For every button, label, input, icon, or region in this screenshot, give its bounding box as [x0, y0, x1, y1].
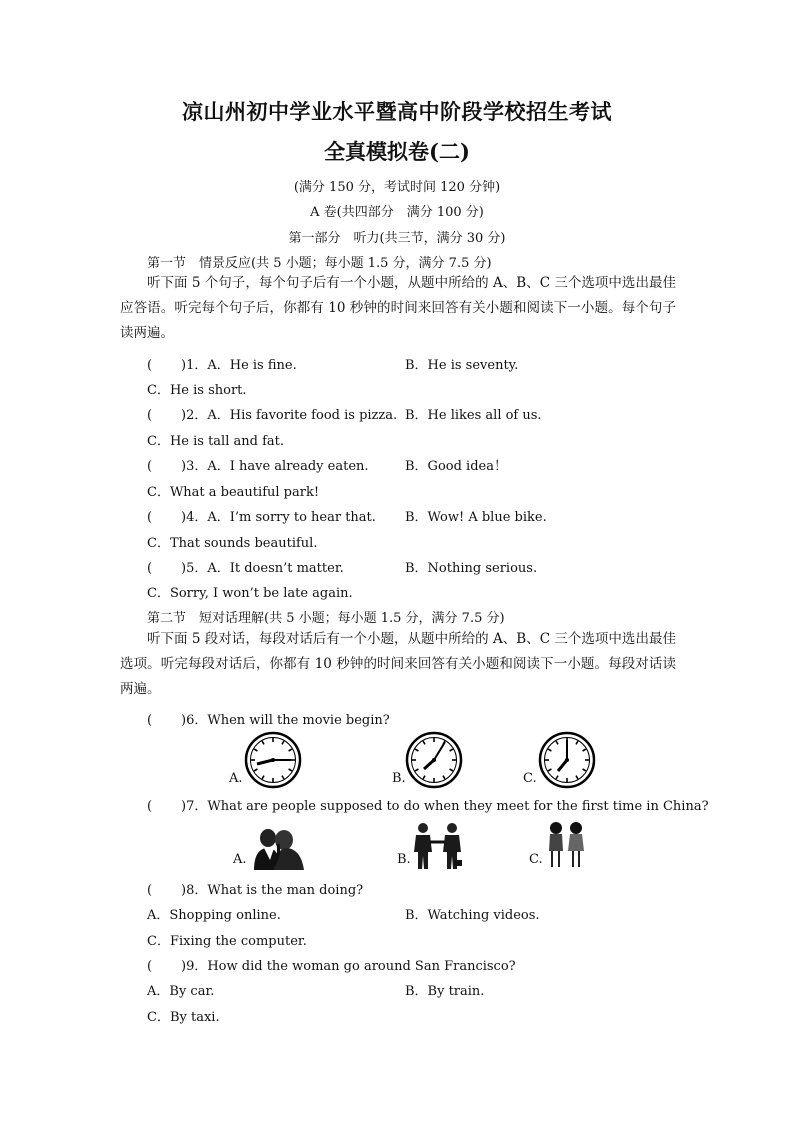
question-8-option-a: A．Shopping online.: [147, 908, 281, 923]
question-1-option-c: C．He is short.: [147, 383, 247, 398]
question-8-option-c: C．Fixing the computer.: [147, 934, 307, 949]
question-9-option-a: A．By car.: [147, 984, 215, 999]
q7-label-b: B.: [397, 852, 411, 867]
question-9-option-c: C．By taxi.: [147, 1010, 220, 1025]
q7-label-a: A.: [233, 852, 247, 867]
question-6: ( )6．When will the movie begin?: [147, 713, 390, 728]
q6-label-b: B.: [392, 771, 406, 786]
kissing-couple-image: [248, 826, 306, 870]
part-heading: 第一部分 听力(共三节，满分 30 分): [288, 231, 506, 246]
exam-info: (满分 150 分，考试时间 120 分钟): [293, 180, 501, 195]
question-5: ( )5．A．It doesn’t matter.: [147, 561, 344, 576]
exam-title: 凉山州初中学业水平暨高中阶段学校招生考试: [182, 99, 612, 124]
section2-instructions: 听下面 5 段对话，每段对话后有一个小题，从题中所给的 A、B、C 三个选项中选出最佳选项。听完每段对话后，你都有 10 秒钟的时间来回答有关小题和阅读下一小题。每段对话读两遍。: [120, 631, 676, 697]
section1-instructions: 听下面 5 个句子，每个句子后有一个小题，从题中所给的 A、B、C 三个选项中选出最佳应答语。听完每个句子后，你都有 10 秒钟的时间来回答有关小题和阅读下一小题。每个句子读两遍。: [120, 275, 676, 341]
question-5-option-c: C．Sorry, I won’t be late again.: [147, 586, 353, 601]
question-8: ( )8．What is the man doing?: [147, 883, 364, 898]
clock-icon-a: [244, 731, 302, 789]
section2-heading: 第二节 短对话理解(共 5 小题；每小题 1.5 分，满分 7.5 分): [147, 611, 505, 626]
question-8-option-b: B．Watching videos.: [405, 908, 540, 923]
clock-icon-c: [538, 731, 596, 789]
question-4-option-c: C．That sounds beautiful.: [147, 536, 318, 551]
question-4-option-b: B．Wow! A blue bike.: [405, 510, 547, 525]
question-2: ( )2．A．His favorite food is pizza.: [147, 408, 398, 423]
question-9: ( )9．How did the woman go around San Francisco?: [147, 959, 516, 974]
volume-heading: A 卷(共四部分 满分 100 分): [310, 205, 484, 220]
question-2-option-c: C．He is tall and fat.: [147, 434, 284, 449]
question-5-option-b: B．Nothing serious.: [405, 561, 538, 576]
question-1: ( )1．A．He is fine.: [147, 358, 297, 373]
section1-heading: 第一节 情景反应(共 5 小题；每小题 1.5 分，满分 7.5 分): [147, 256, 492, 271]
question-3-option-c: C．What a beautiful park!: [147, 485, 320, 500]
handshake-image: [410, 822, 466, 870]
exam-subtitle: 全真模拟卷(二): [324, 139, 470, 164]
q6-label-a: A.: [229, 771, 243, 786]
question-3: ( )3．A．I have already eaten.: [147, 459, 369, 474]
question-9-option-b: B．By train.: [405, 984, 485, 999]
question-2-option-b: B．He likes all of us.: [405, 408, 542, 423]
bowing-girls-image: [544, 821, 588, 869]
question-1-option-b: B．He is seventy.: [405, 358, 519, 373]
clock-icon-b: [405, 731, 463, 789]
q7-label-c: C.: [529, 852, 543, 867]
q6-label-c: C.: [523, 771, 537, 786]
question-7: ( )7．What are people supposed to do when they meet for the first time in China?: [147, 799, 709, 814]
question-3-option-b: B．Good idea！: [405, 459, 507, 474]
question-4: ( )4．A．I’m sorry to hear that.: [147, 510, 376, 525]
